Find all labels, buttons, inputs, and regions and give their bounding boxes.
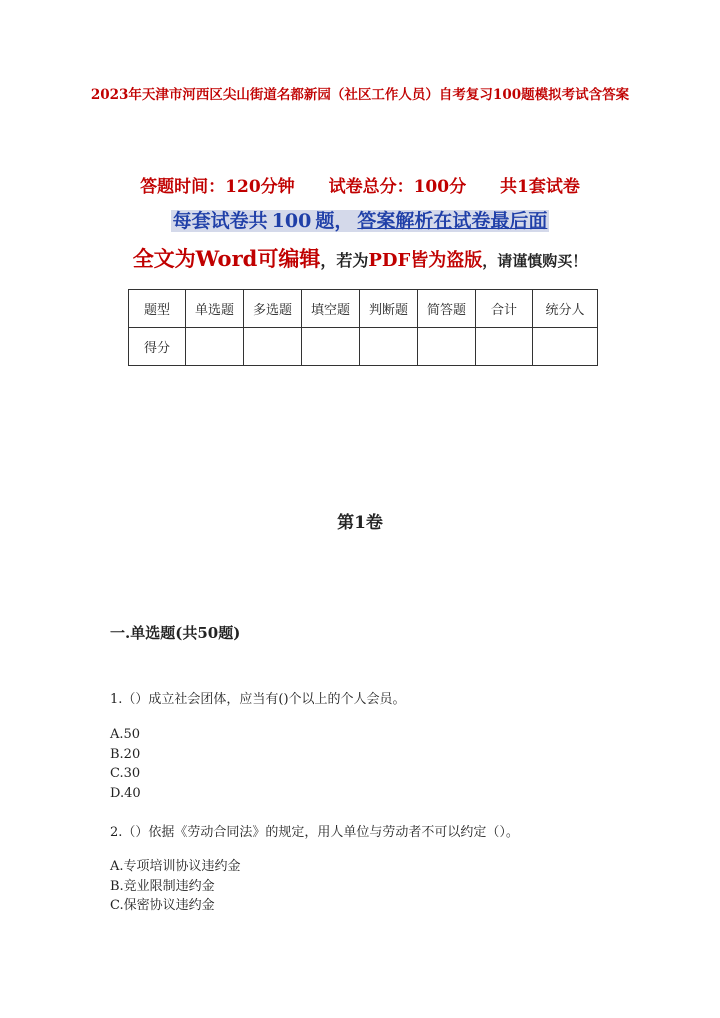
option: A.50 — [110, 727, 141, 742]
banner-text-1: 每套试卷共 — [172, 210, 268, 232]
score-cell — [244, 328, 302, 366]
header-cell: 简答题 — [418, 290, 476, 328]
question-1-options — [110, 725, 141, 803]
header-cell: 题型 — [129, 290, 186, 328]
question-count-banner — [0, 206, 720, 233]
document-title: 2023年天津市河西区尖山街道名都新园（社区工作人员）自考复习100题模拟考试含答案 — [90, 87, 630, 103]
score-table — [128, 289, 598, 366]
question-1: 1.（）成立社会团体，应当有()个以上的个人会员。 — [110, 692, 406, 707]
score-row-label: 得分 — [129, 328, 186, 366]
header-cell: 合计 — [476, 290, 533, 328]
section-title: 一.单选题(共50题) — [110, 624, 241, 642]
answer-location-link[interactable]: 答案解析在试卷最后面 — [357, 210, 548, 232]
score-table-header-row — [129, 290, 598, 328]
notice-warning: ，请谨慎购买！ — [482, 252, 588, 270]
notice-piracy: PDF皆为盗版 — [368, 250, 483, 271]
header-cell: 填空题 — [302, 290, 360, 328]
exam-info-line — [0, 172, 720, 197]
score-cell — [186, 328, 244, 366]
question-2: 2.（）依据《劳动合同法》的规定，用人单位与劳动者不可以约定（）。 — [110, 825, 519, 840]
option: D.40 — [110, 785, 141, 801]
copyright-notice — [0, 243, 720, 273]
header-cell: 单选题 — [186, 290, 244, 328]
option: B.20 — [110, 746, 141, 762]
option: C.30 — [110, 766, 141, 781]
exam-time: 答题时间：120分钟 — [140, 177, 295, 197]
volume-title: 第1卷 — [337, 513, 383, 533]
score-cell — [476, 328, 533, 366]
option: A.专项培训协议违约金 — [110, 859, 241, 874]
option: B.竞业限制违约金 — [110, 878, 215, 894]
score-table-score-row — [129, 328, 598, 366]
header-cell: 判断题 — [360, 290, 418, 328]
score-cell — [418, 328, 476, 366]
notice-connector: ，若为 — [320, 251, 369, 270]
banner-text-2: 题， — [315, 210, 354, 232]
banner-count: 100 — [271, 210, 312, 232]
notice-editable: 全文为Word可编辑 — [132, 246, 321, 271]
score-cell — [533, 328, 598, 366]
question-2-options — [110, 857, 241, 916]
header-cell: 多选题 — [244, 290, 302, 328]
total-score: 试卷总分：100分 — [328, 177, 467, 197]
option: C.保密协议违约金 — [110, 898, 215, 913]
set-count: 共1套试卷 — [500, 177, 580, 197]
score-cell — [302, 328, 360, 366]
header-cell: 统分人 — [533, 290, 598, 328]
score-cell — [360, 328, 418, 366]
